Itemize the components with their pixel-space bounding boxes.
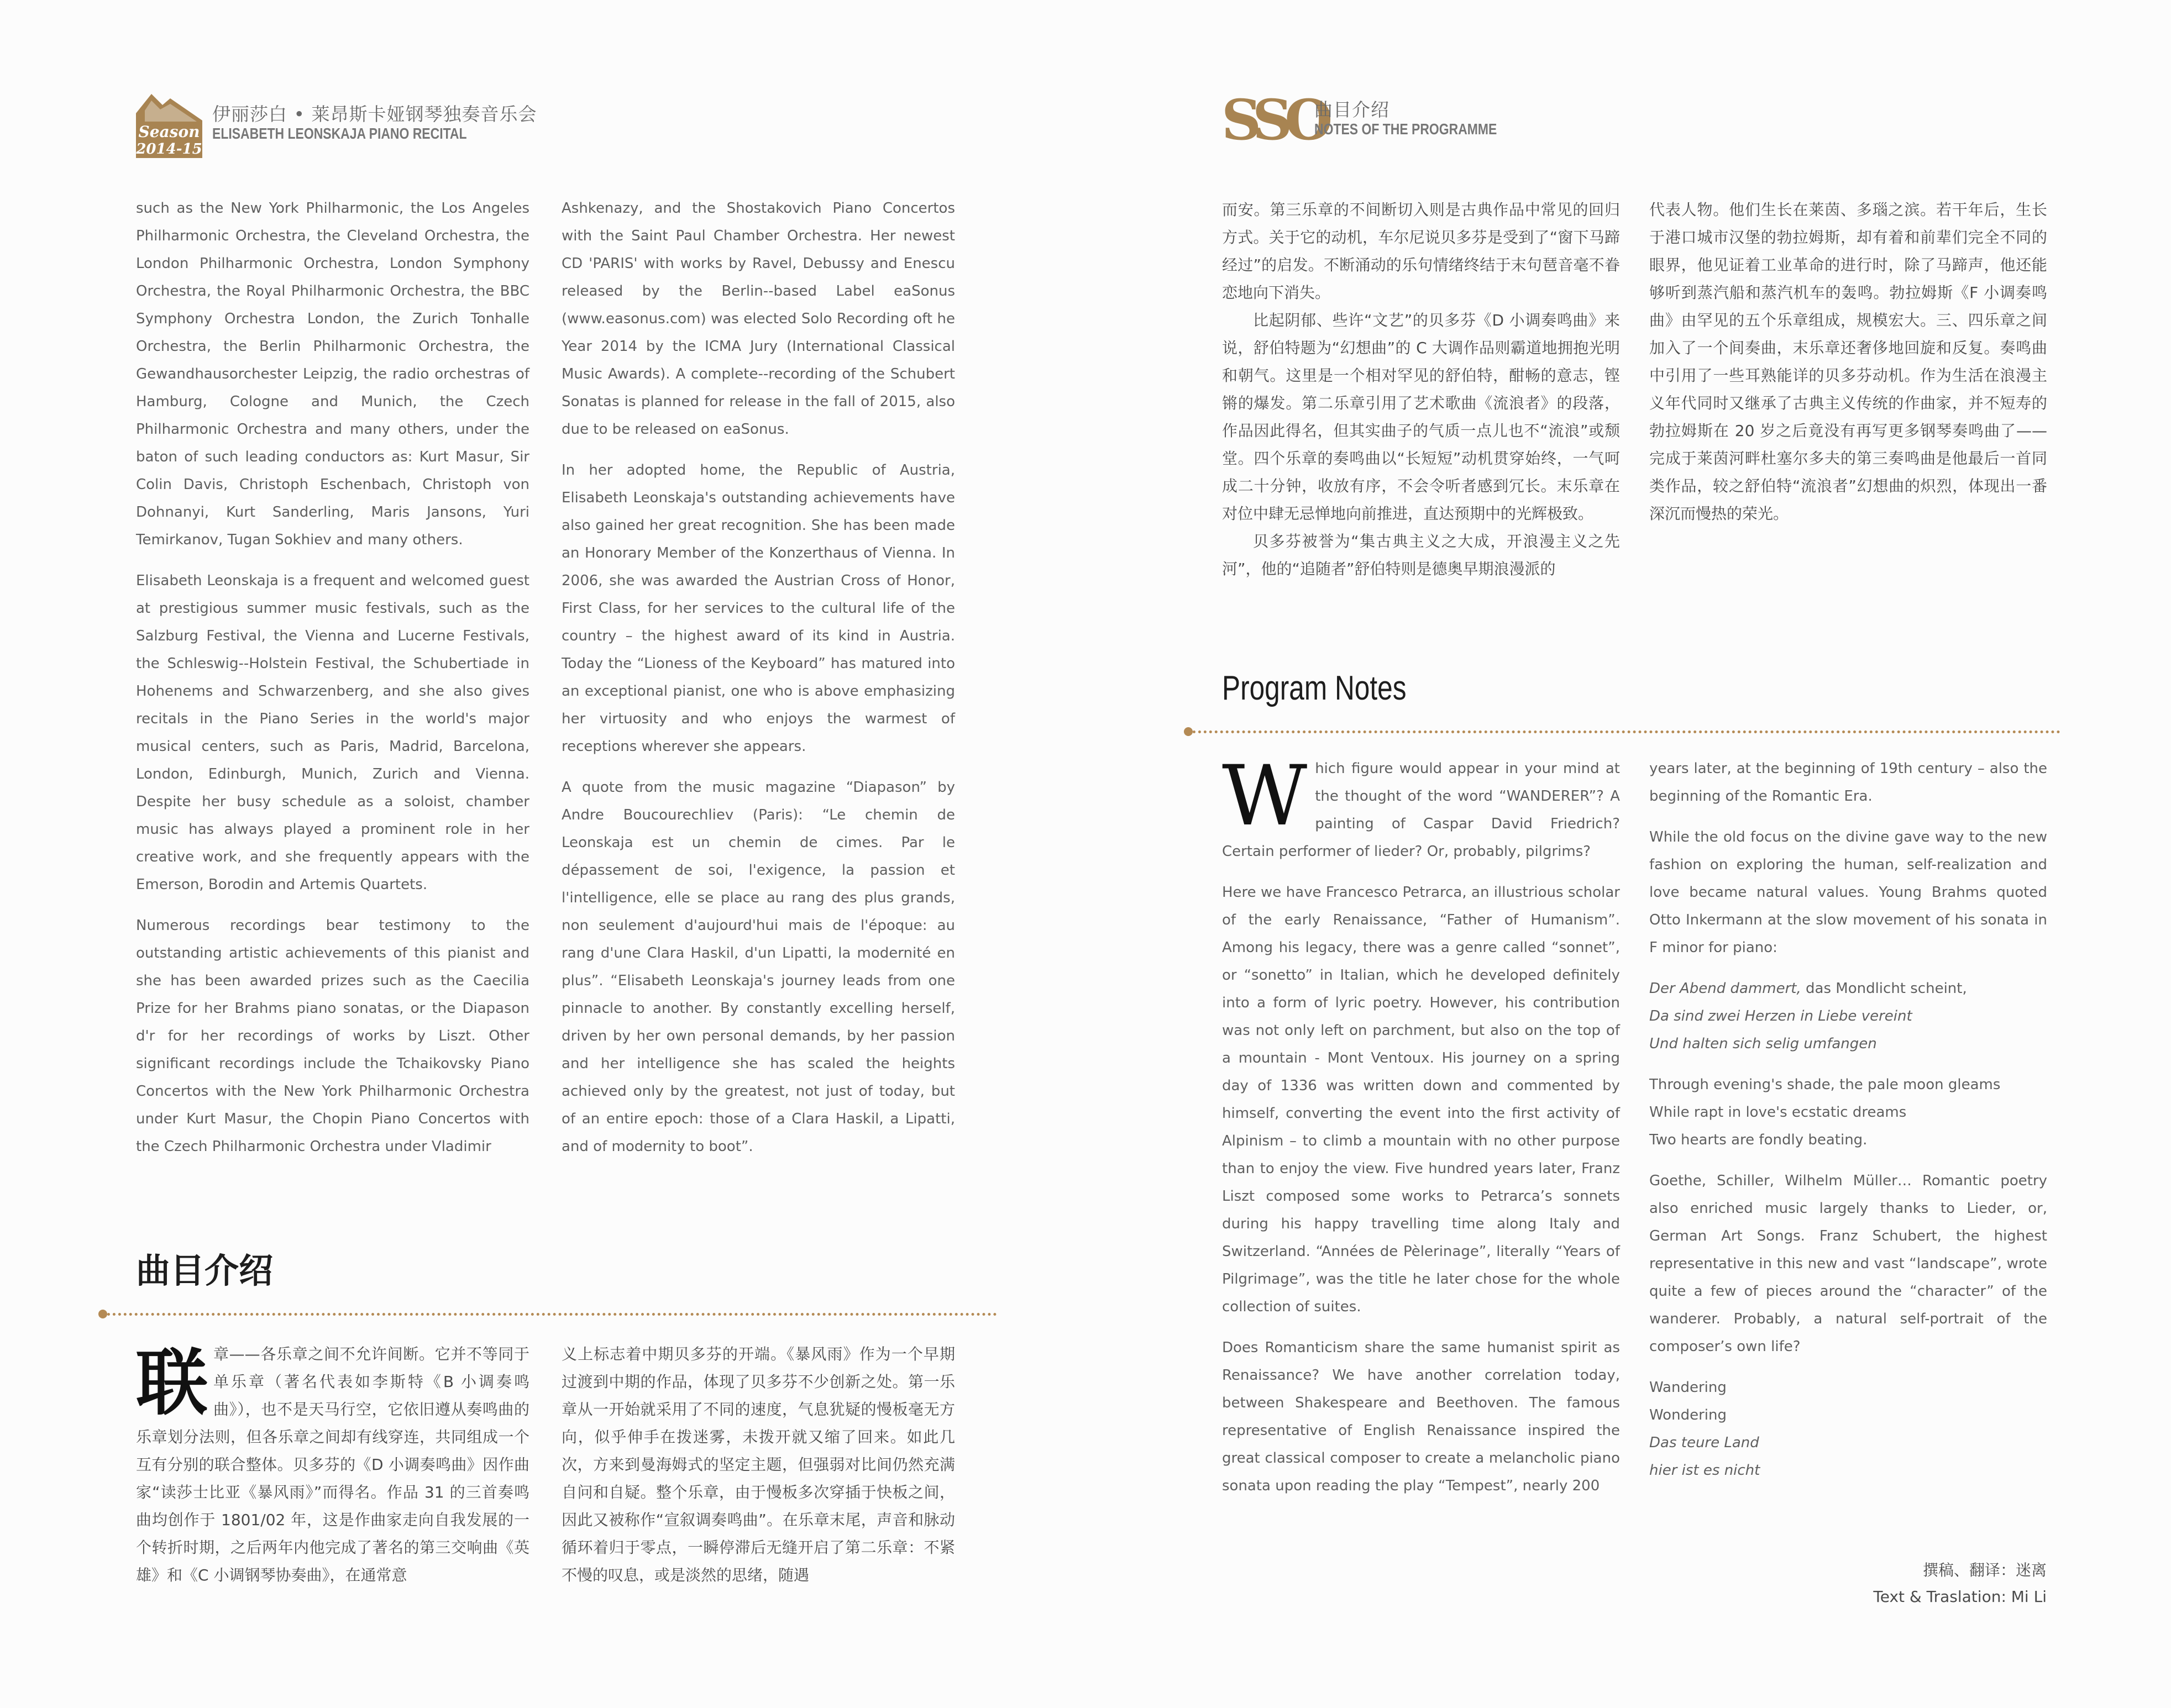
drop-cap: 联 — [136, 1341, 208, 1425]
paragraph: Elisabeth Leonskaja is a frequent and welcomed guest at prestigious summer music festivals, such as the Salzburg Festival, the Vienna and Lucerne Festivals, the Schleswig--Holstein Festival, the Schubertiade in Hohenems and Schwarzenberg, and she also gives recitals in the Piano Series in the world's major musical centers, such as Paris, Madrid, Barcelona, London, Edinburgh, Munich, Zurich and Vienna. Despite her busy schedule as a soloist, chamber music has always played a prominent role in her creative work, and she frequently appears with the Emerson, Borodin and Artemis Quartets. — [136, 572, 529, 893]
credit-zh: 撰稿、翻译：迷离 — [1922, 1561, 2047, 1579]
sso-logo-icon — [1221, 87, 1325, 153]
paragraph: While the old focus on the divine gave way to the new fashion on exploring the human, self-realization and love became natural values. Young Brahms quoted Otto Inkermann at the slow movement of his sonata in F minor for piano: — [1649, 829, 2047, 956]
header-title-en: NOTES OF THE PROGRAMME — [1314, 120, 1497, 138]
season-logo-icon — [136, 88, 202, 158]
paragraph: Ashkenazy, and the Shostakovich Piano Concertos with the Saint Paul Chamber Orchestra. Her newest CD 'PARIS' with works by Ravel, Debussy and Enescu released by the Berlin--based Label eaSonus (www.easonus.com) was elected Solo Recording oft he Year 2014 by the ICMA Jury (International Classical Music Awards). A complete--recording of the Schubert Sonatas is planned for release in the fall of 2015, also due to be released on eaSonus. — [562, 200, 955, 438]
program-notes-column-2 — [1649, 755, 2047, 1497]
svg-text:SSO: SSO — [1221, 87, 1325, 153]
right-header — [1221, 87, 1537, 153]
zh-notes-column-4 — [1649, 196, 2047, 528]
svg-text:2014-15: 2014-15 — [136, 141, 202, 157]
drop-cap: W — [1222, 748, 1308, 844]
header-title-zh: 曲目介绍 — [1314, 98, 1389, 120]
left-header — [136, 88, 537, 158]
poem-wandering: Wandering Wondering Das teure Land hier ist es nicht — [1649, 1379, 1760, 1479]
bio-column-2 — [562, 195, 955, 1174]
svg-text:Season: Season — [138, 123, 200, 141]
section-title-en: Program Notes — [1222, 669, 1407, 707]
section-title-zh: 曲目介绍 — [136, 1250, 274, 1291]
right-page — [1086, 0, 2171, 1708]
paragraph: Here we have Francesco Petrarca, an illustrious scholar of the early Renaissance, “Father of Humanism”. Among his legacy, there was a genre called “sonnet”, or “sonetto” in Italian, which he developed definitely into a form of lyric poetry. However, his contribution was not only left on parchment, but also on the top of a mountain - Mont Ventoux. His journey on a spring day of 1336 was written down and commented by himself, converting the event into the first activity of Alpinism – to climb a mountain with no other purpose than to enjoy the view. Five hundred years later, Franz Liszt composed some works to Petrarca’s sonnets during his happy travelling time along Italy and Switzerland. “Années de Pèlerinage”, literally “Years of Pilgrimage”, was the title he later chose for the whole collection of suites. — [1222, 884, 1620, 1315]
paragraph: 贝多芬被誉为“集古典主义之大成，开浪漫主义之先河”，他的“追随者”舒伯特则是德奥早期浪漫派的 — [1222, 532, 1620, 578]
poem-english: Through evening's shade, the pale moon gleams While rapt in love's ecstatic dreams Two hearts are fondly beating. — [1649, 1076, 2001, 1148]
paragraph: 义上标志着中期贝多芬的开端。《暴风雨》作为一个早期过渡到中期的作品，体现了贝多芬不少创新之处。第一乐章从一开始就采用了不同的速度，气息犹疑的慢板毫无方向，似乎伸手在拨迷雾，未拨开就又缩了回来。如此几次，方来到曼海姆式的坚定主题，但强弱对比间仍然充满自问和自疑。整个乐章，由于慢板多次穿插于快板之间，因此又被称作“宣叙调奏鸣曲”。在乐章末尾，声音和脉动循环着归于零点，一瞬停滞后无缝开启了第二乐章：不紧不慢的叹息，或是淡然的思绪，随遇 — [562, 1345, 955, 1584]
bio-column-1 — [136, 195, 529, 1174]
credit — [1873, 1557, 2047, 1610]
section-divider — [102, 1313, 997, 1316]
paragraph: In her adopted home, the Republic of Austria, Elisabeth Leonskaja's outstanding achievements have also gained her great recognition. She has been made an Honorary Member of the Konzerthaus of Vienna. In 2006, she was awarded the Austrian Cross of Honor, First Class, for her services to the cultural life of the country – the highest award of its kind in Austria. Today the “Lioness of the Keyboard” has matured into an exceptional pianist, one who is above emphasizing her virtuosity and who enjoys the warmest of receptions wherever she appears. — [562, 462, 955, 755]
paragraph: 比起阴郁、些许“文艺”的贝多芬《D 小调奏鸣曲》来说，舒伯特题为“幻想曲”的 C 大调作品则霸道地拥抱光明和朝气。这里是一个相对罕见的舒伯特，酣畅的意志，铿锵的爆发。第二乐章引用了艺术歌曲《流浪者》的段落，作品因此得名，但其实曲子的气质一点儿也不“流浪”或颓堂。四个乐章的奏鸣曲以“长短短”动机贯穿始终，一气呵成二十分钟，收放有序，不会令听者感到冗长。末乐章在对位中肆无忌惮地向前推进，直达预期中的光辉极致。 — [1222, 311, 1620, 523]
zh-notes-column-3 — [1222, 196, 1620, 583]
credit-en: Text & Traslation: Mi Li — [1873, 1588, 2047, 1606]
paragraph: years later, at the beginning of 19th century – also the beginning of the Romantic Era. — [1649, 760, 2047, 805]
paragraph: Numerous recordings bear testimony to the outstanding artistic achievements of this pianist and she has been awarded prizes such as the Caecilia Prize for her Brahms piano sonatas, or the Diapason d'r for her recordings of works by Liszt. Other significant recordings include the Tchaikovsky Piano Concertos with the New York Philharmonic Orchestra under Kurt Masur, the Chopin Piano Concertos with the Czech Philharmonic Orchestra under Vladimir — [136, 917, 529, 1155]
paragraph: Goethe, Schiller, Wilhelm Müller… Romantic poetry also enriched music largely thanks to Lieder, or, German Art Songs. Franz Schubert, the highest representative in this new and vast “landscape”, wrote quite a few of pieces around the “character” of the wanderer. Probably, a natural self-portrait of the composer’s own life? — [1649, 1173, 2047, 1355]
zh-notes-column-2 — [562, 1341, 955, 1589]
paragraph: hich figure would appear in your mind at the thought of the word “WANDERER”? A painting of Caspar David Friedrich? Certain performer of lieder? Or, probably, pilgrims? — [1222, 760, 1620, 860]
poem-german: Der Abend dammert, das Mondlicht scheint, Da sind zwei Herzen in Liebe vereint Und halten sich selig umfangen — [1649, 980, 1967, 1052]
paragraph: 而安。第三乐章的不间断切入则是古典作品中常见的回归方式。关于它的动机，车尔尼说贝多芬是受到了“窗下马蹄经过”的启发。不断涌动的乐句情绪终结于末句琶音毫不眷恋地向下消失。 — [1222, 201, 1620, 302]
zh-notes-column-1 — [136, 1341, 529, 1589]
paragraph: Does Romanticism share the same humanist spirit as Renaissance? We have another correlation today, between Shakespeare and Beethoven. The famous representative of English Renaissance inspired the great classical composer to create a melancholic piano sonata upon reading the play “Tempest”, nearly 200 — [1222, 1339, 1620, 1494]
header-title-en: ELISABETH LEONSKAJA PIANO RECITAL — [212, 124, 467, 142]
program-notes-column-1 — [1222, 748, 1620, 1513]
paragraph: 代表人物。他们生长在莱茵、多瑙之滨。若干年后，生长于港口城市汉堡的勃拉姆斯，却有着和前辈们完全不同的眼界，他见证着工业革命的进行时，除了马蹄声，他还能够听到蒸汽船和蒸汽机车的轰鸣。勃拉姆斯《F 小调奏鸣曲》由罕见的五个乐章组成，规模宏大。三、四乐章之间加入了一个间奏曲，末乐章还奢侈地回旋和反复。奏鸣曲中引用了一些耳熟能详的贝多芬动机。作为生活在浪漫主义年代同时又继承了古典主义传统的作曲家，并不短寿的勃拉姆斯在 20 岁之后竟没有再写更多钢琴奏鸣曲了——完成于莱茵河畔杜塞尔多夫的第三奏鸣曲是他最后一首同类作品，较之舒伯特“流浪者”幻想曲的炽烈，体现出一番深沉而慢热的荣光。 — [1649, 201, 2047, 523]
section-divider — [1187, 731, 2060, 733]
paragraph: such as the New York Philharmonic, the Los Angeles Philharmonic Orchestra, the Cleveland Orchestra, the London Philharmonic Orchestra, London Symphony Orchestra, the Royal Philharmonic Orchestra, the BBC Symphony Orchestra London, the Zurich Tonhalle Orchestra, the Berlin Philharmonic Orchestra, the Gewandhausorchester Leipzig, the radio orchestras of Hamburg, Cologne and Munich, the Czech Philharmonic Orchestra and many others, under the baton of such leading conductors as: Kurt Masur, Sir Colin Davis, Christoph Eschenbach, Christoph von Dohnanyi, Kurt Sanderling, Maris Jansons, Yuri Temirkanov, Tugan Sokhiev and many others. — [136, 200, 529, 548]
paragraph: 章——各乐章之间不允许间断。它并不等同于单乐章（著名代表如李斯特《B 小调奏鸣曲》），也不是天马行空，它依旧遵从奏鸣曲的乐章划分法则，但各乐章之间却有线穿连，共同组成一个互有分别的联合整体。贝多芬的《D 小调奏鸣曲》因作曲家“读莎士比亚《暴风雨》”而得名。作品 31 的三首奏鸣曲均创作于 1801/02 年，这是作曲家走向自我发展的一个转折时期，之后两年内他完成了著名的第三交响曲《英雄》和《C 小调钢琴协奏曲》，在通常意 — [136, 1345, 529, 1584]
paragraph: A quote from the music magazine “Diapason” by Andre Boucourechliev (Paris): “Le chemin de Leonskaja est un chemin de cimes. Par le dépassement de soi, l'exigence, la passion et l'intelligence, elle se place au rang des plus grands, non seulement d'aujourd'hui mais de l'époque: au rang d'une Clara Haskil, d'un Lipatti, la modernité en plus”. “Elisabeth Leonskaja's journey leads from one pinnacle to another. By constantly excelling herself, driven by her own personal demands, by her passion and her intelligence she has scaled the heights achieved only by the greatest, not just of today, but of an entire epoch: those of a Clara Haskil, a Lipatti, and of modernity to boot”. — [562, 779, 955, 1155]
header-title-zh: 伊丽莎白 • 莱昂斯卡娅钢琴独奏音乐会 — [212, 103, 537, 125]
